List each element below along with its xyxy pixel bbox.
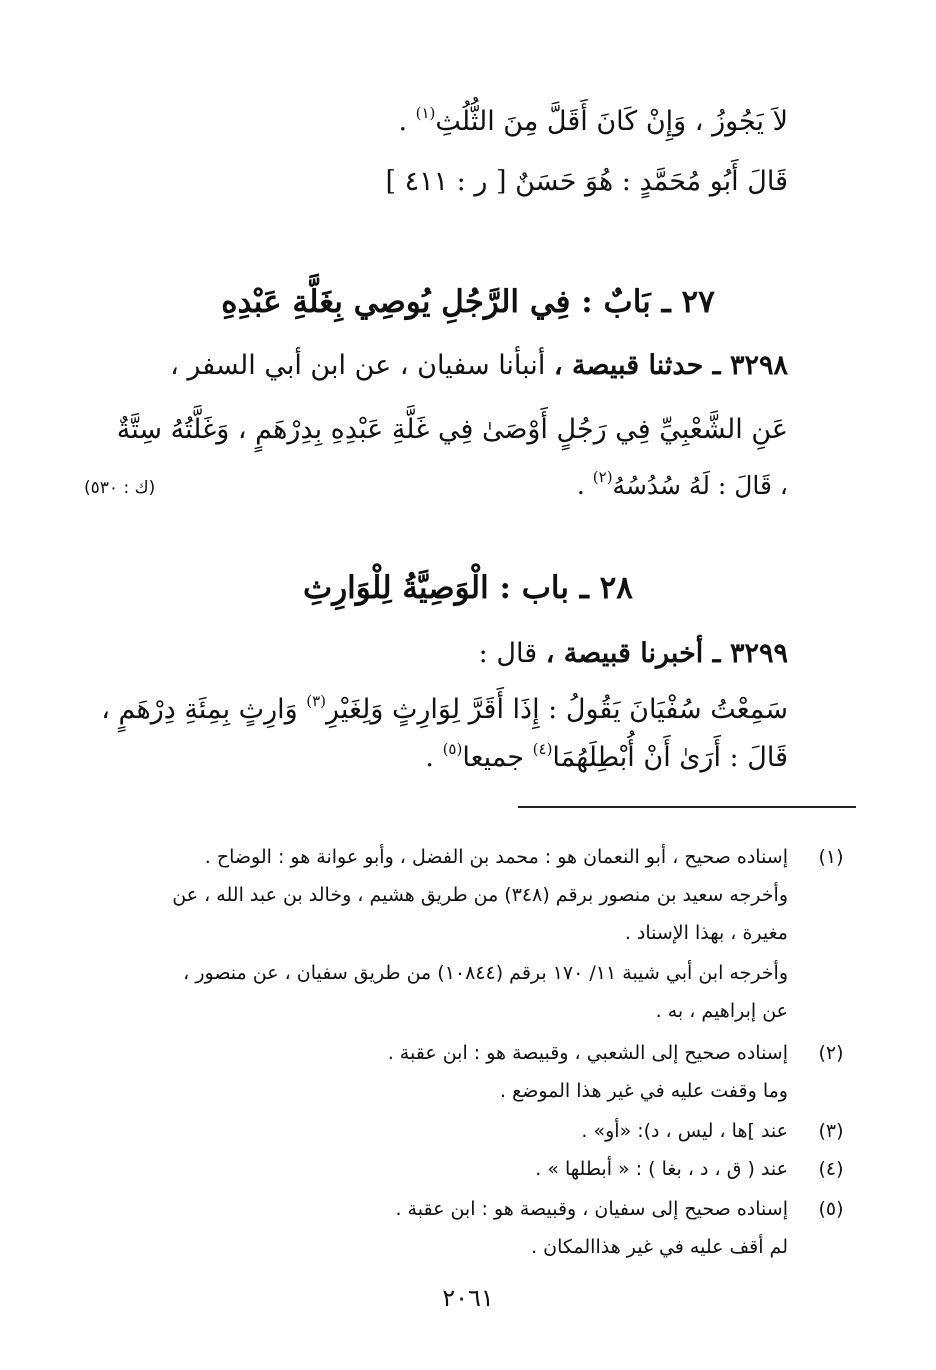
hadith-header bbox=[90, 350, 788, 381]
chapter-title: ٢٨ ـ باب : الْوَصِيَّةُ لِلْوَارِثِ bbox=[303, 570, 633, 606]
footnote-marker: (٥) bbox=[442, 740, 463, 758]
footnote-separator bbox=[518, 806, 856, 808]
text-span: قَالَ : أَرَىٰ أَنْ أُبْطِلَهُمَا bbox=[552, 742, 788, 773]
text-span: . bbox=[398, 106, 416, 137]
footnote-number: (٤) bbox=[818, 1158, 844, 1180]
footnote-line: إسناده صحيح إلى سفيان ، وقبيصة هو : ابن عقبة . bbox=[395, 1198, 788, 1220]
footnote-line: عن إبراهيم ، به . bbox=[655, 1000, 788, 1022]
chapter-heading bbox=[90, 284, 846, 320]
text-line bbox=[90, 414, 788, 445]
chapter-title: ٢٧ ـ بَابٌ : فِي الرَّجُلِ يُوصِي بِغَلَّةِ عَبْدِهِ bbox=[221, 284, 715, 320]
footnote-line: عند ]ها ، ليس ، د): «أو» . bbox=[581, 1120, 788, 1142]
text-span: . bbox=[576, 471, 593, 500]
footnote-line: لم أقف عليه في غير هذاالمكان . bbox=[531, 1236, 788, 1258]
footnote-marker: (٣) bbox=[306, 692, 327, 710]
page-number: ٢٠٦١ bbox=[442, 1284, 494, 1312]
footnote-line: عند ( ق ، د ، بغا ) : « أبطلها » . bbox=[535, 1158, 788, 1180]
footnote-line: وأخرجه ابن أبي شيبة ١١/ ١٧٠ برقم (١٠٨٤٤) من طريق سفيان ، عن منصور ، bbox=[183, 962, 788, 984]
footnote-line: وما وقفت عليه في غير هذا الموضع . bbox=[500, 1080, 788, 1102]
text-span: ، قَالَ : لَهُ سُدُسُهُ bbox=[612, 471, 788, 500]
footnote-line: إسناده صحيح إلى الشعبي ، وقبيصة هو : ابن عقبة . bbox=[387, 1042, 788, 1064]
text-line bbox=[90, 692, 788, 725]
isnad-text: أنبأنا سفيان ، عن ابن أبي السفر ، bbox=[170, 350, 554, 381]
text-line bbox=[90, 166, 788, 197]
reference-text: (ك : ٥٣٠) bbox=[84, 478, 156, 498]
text-span: جميعا bbox=[462, 742, 533, 773]
footnote-number: (١) bbox=[818, 846, 844, 868]
footnote-line: وأخرجه سعيد بن منصور برقم (٣٤٨) من طريق هشيم ، وخالد بن عبد الله ، عن bbox=[172, 884, 788, 906]
footnote-marker: (٤) bbox=[532, 740, 553, 758]
hadith-number: ٣٢٩٨ ـ حدثنا قبيصة ، bbox=[553, 350, 788, 381]
text-line bbox=[90, 468, 788, 500]
hadith-number: ٣٢٩٩ ـ أخبرنا قبيصة ، bbox=[545, 638, 788, 669]
footnote-marker: (١) bbox=[415, 104, 436, 122]
footnote-number: (٢) bbox=[818, 1042, 844, 1064]
text-span: وَارِثٍ بِمِئَةِ دِرْهَمٍ ، bbox=[101, 694, 307, 725]
text-span: سَمِعْتُ سُفْيَانَ يَقُولُ : إِذَا أَقَرَّ لِوَارِثٍ وَلِغَيْرِ bbox=[326, 694, 788, 725]
chapter-heading bbox=[90, 570, 846, 606]
text-span: . bbox=[425, 742, 443, 773]
cross-reference bbox=[84, 478, 155, 498]
text-span: لاَ يَجُوزُ ، وَإِنْ كَانَ أَقَلَّ مِنَ الثُّلُثِ bbox=[435, 106, 788, 137]
footnote-marker: (٢) bbox=[592, 468, 613, 486]
text-line bbox=[90, 740, 788, 773]
footnote-number: (٣) bbox=[818, 1120, 844, 1142]
footnote-line: إسناده صحيح ، أبو النعمان هو : محمد بن الفضل ، وأبو عوانة هو : الوضاح . bbox=[204, 846, 788, 868]
footnote-number: (٥) bbox=[818, 1198, 844, 1220]
text-span: قَالَ أَبُو مُحَمَّدٍ : هُوَ حَسَنٌ [ ر : ٤١١ ] bbox=[385, 166, 788, 197]
text-span: عَنِ الشَّعْبِيِّ فِي رَجُلٍ أَوْصَىٰ فِي غَلَّةِ عَبْدِهِ بِدِرْهَمٍ ، وَغَلَّتُهُ سِتَّةٌ bbox=[116, 414, 788, 445]
hadith-header bbox=[90, 638, 788, 669]
footnote-line: مغيرة ، بهذا الإسناد . bbox=[624, 922, 788, 944]
text-line bbox=[90, 104, 788, 137]
isnad-text: قال : bbox=[478, 638, 546, 669]
